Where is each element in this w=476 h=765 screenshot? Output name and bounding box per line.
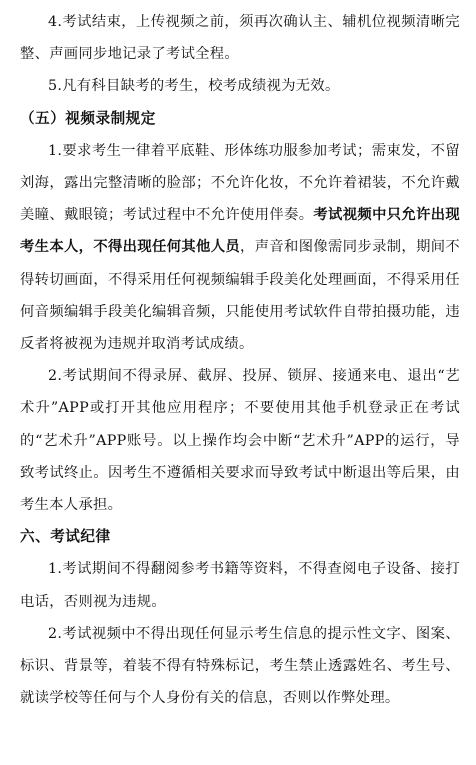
paragraph-discipline-rule-1: [20, 553, 460, 617]
paragraph-text: 4.考试结束，上传视频之前，须再次确认主、辅机位视频清晰完整、声画同步地记录了考试全程。: [20, 14, 460, 63]
section-heading-video-recording: （五）视频录制规定: [20, 109, 156, 127]
paragraph-text: 5.凡有科目缺考的考生，校考成绩视为无效。: [48, 78, 340, 95]
paragraph-rule-4-upload-check: [20, 6, 460, 70]
paragraph-discipline-rule-2: [20, 618, 460, 715]
paragraph-text: 1.要求考生一律着平底鞋、形体练功服参加考试；需束发，不留刘海，露出完整清晰的脸部；不允许化妆，不允许着裙装，不允许戴美瞳、戴眼镜；考试过程中不允许使用伴奏。: [20, 142, 460, 224]
paragraph-text: 2.考试期间不得录屏、截屏、投屏、锁屏、接通来电、退出“艺术升”APP或打开其他应用程序；不要使用其他手机登录正在考试的“艺术升”APP账号。以上操作均会中断“艺术升”APP的运行，导致考试终止。因考生不遵循相关要求而导致考试中断退出等后果，由考生本人承担。: [20, 368, 460, 514]
section-heading-exam-discipline: 六、考试纪律: [20, 528, 111, 546]
paragraph-video-rule-2: [20, 360, 460, 521]
paragraph-rule-5-absence: [20, 70, 460, 102]
bold-emphasis-text: 考试视频中只允许出现考生本人，不得出现任何其他人员: [20, 207, 461, 256]
document-page: [20, 6, 460, 714]
paragraph-text: 1.考试期间不得翻阅参考书籍等资料，不得查阅电子设备、接打电话，否则视为违规。: [20, 561, 460, 610]
paragraph-text: ，声音和图像需同步录制，期间不得转切画面，不得采用任何视频编辑手段美化处理画面，不得采用任何音频编辑手段美化编辑音频，只能使用考试软件自带拍摄功能，违反者将被视为违规并取消考试成绩。: [20, 239, 461, 353]
paragraph-text: 2.考试视频中不得出现任何显示考生信息的提示性文字、图案、标识、背景等，着装不得有特殊标记，考生禁止透露姓名、考生号、就读学校等任何与个人身份有关的信息，否则以作弊处理。: [20, 625, 460, 707]
paragraph-video-rule-1: [20, 135, 460, 360]
